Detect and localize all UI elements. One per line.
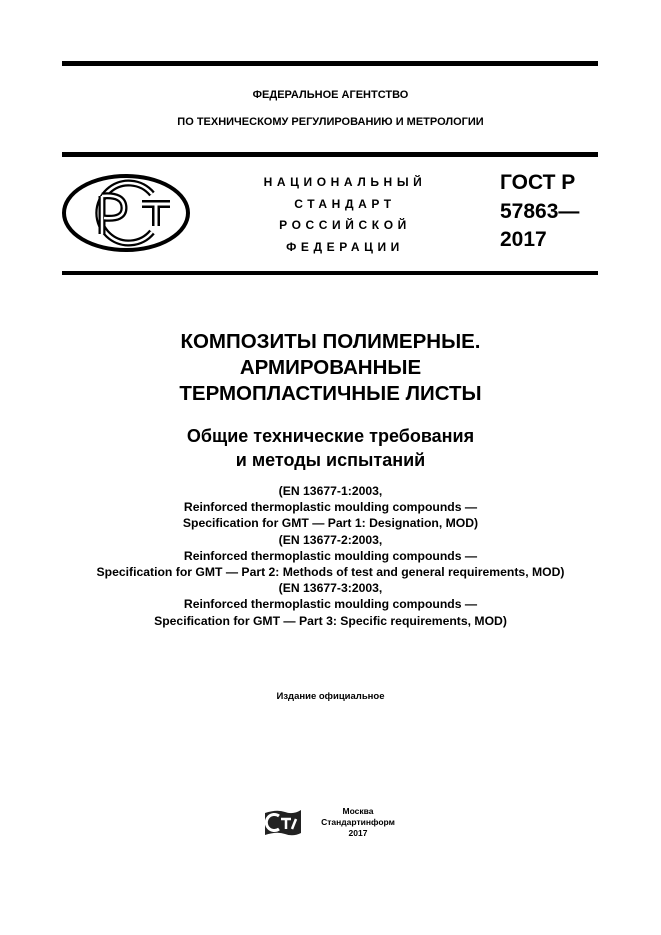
- gost-designation: [500, 169, 600, 255]
- reference-line: Specification for GMT — Part 1: Designation, MOD): [182, 516, 479, 531]
- national-line: НАЦИОНАЛЬНЫЙ: [263, 175, 427, 189]
- national-line: СТАНДАРТ: [294, 196, 396, 211]
- en-references: [0, 483, 661, 629]
- publisher-name: Стандартинформ: [321, 817, 395, 827]
- top-rule: [62, 61, 598, 66]
- title-line: ТЕРМОПЛАСТИЧНЫЕ ЛИСТЫ: [179, 382, 482, 405]
- standartinform-logo-icon: [263, 807, 303, 837]
- bottom-rule: [62, 271, 598, 275]
- middle-rule: [62, 152, 598, 157]
- reference-line: Specification for GMT — Part 2: Methods of test and general requirements, MOD): [96, 565, 565, 580]
- national-line: РОССИЙСКОЙ: [279, 218, 411, 232]
- subtitle-line: и методы испытаний: [235, 450, 426, 470]
- publisher-city: Москва: [342, 806, 374, 816]
- title-line: КОМПОЗИТЫ ПОЛИМЕРНЫЕ.: [180, 330, 481, 353]
- national-line: ФЕДЕРАЦИИ: [286, 239, 404, 254]
- document-subtitle: [0, 424, 661, 472]
- publisher-year: 2017: [348, 828, 368, 838]
- gost-line: 57863—: [500, 199, 580, 223]
- reference-line: Reinforced thermoplastic moulding compounds —: [183, 597, 478, 612]
- gost-line: ГОСТ Р: [500, 171, 576, 194]
- document-title: [0, 329, 661, 407]
- reference-line: (EN 13677-2:2003,: [278, 532, 383, 547]
- reference-line: Reinforced thermoplastic moulding compounds —: [183, 500, 478, 515]
- subtitle-line: Общие технические требования: [186, 426, 475, 446]
- agency-line-1: ФЕДЕРАЛЬНОЕ АГЕНТСТВО: [252, 89, 409, 101]
- gost-line: 2017: [500, 228, 547, 251]
- reference-line: (EN 13677-1:2003,: [278, 484, 383, 498]
- reference-line: (EN 13677-3:2003,: [278, 581, 383, 596]
- edition-label: Издание официальное: [276, 691, 385, 702]
- reference-line: Specification for GMT — Part 3: Specific requirements, MOD): [154, 613, 507, 628]
- national-standard-label: [250, 172, 440, 258]
- title-line: АРМИРОВАННЫЕ: [239, 356, 422, 379]
- agency-line-2: ПО ТЕХНИЧЕСКОМУ РЕГУЛИРОВАНИЮ И МЕТРОЛОГИИ: [177, 116, 484, 128]
- rst-gost-logo-icon: [60, 172, 192, 254]
- reference-line: Reinforced thermoplastic moulding compounds —: [183, 548, 478, 563]
- publisher-info: [308, 806, 408, 839]
